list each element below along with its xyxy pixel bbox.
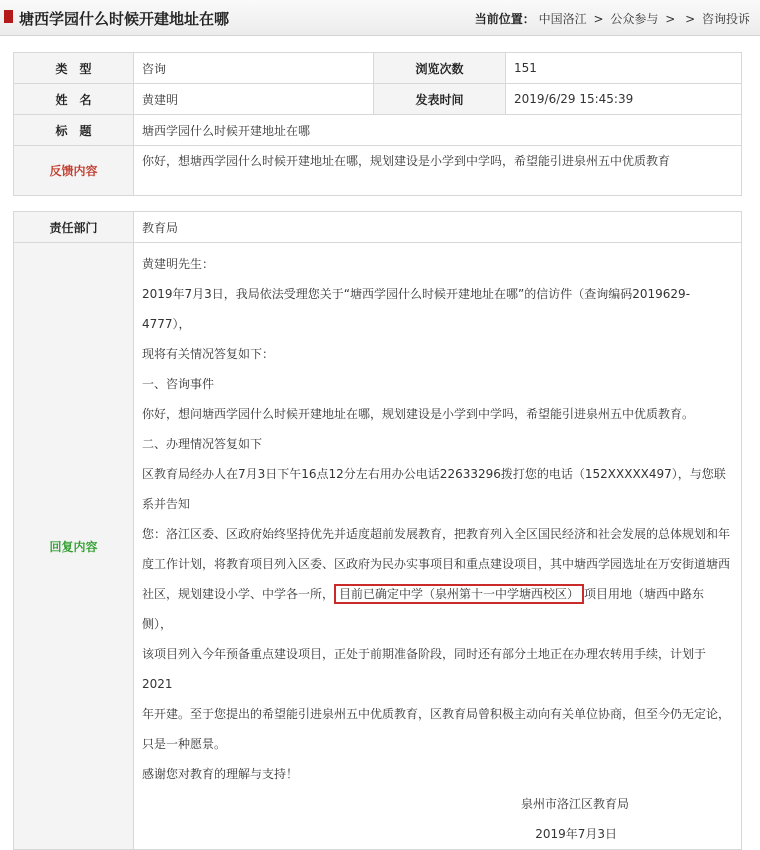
name-value: 黄建明: [134, 84, 374, 115]
subject-label: 标 题: [14, 115, 134, 146]
title-bar: [0, 0, 760, 36]
reply-section-heading: 二、办理情况答复如下: [142, 437, 263, 451]
views-label: 浏览次数: [374, 53, 506, 84]
inquiry-info-table: [13, 52, 742, 196]
reply-content: [134, 243, 742, 850]
table-row: [14, 146, 742, 196]
subject-value: 塘西学园什么时候开建地址在哪: [134, 115, 742, 146]
time-value: 2019/6/29 15:45:39: [506, 84, 742, 115]
reply-greeting: 黄建明先生：: [142, 257, 215, 271]
reply-paragraph: 您：洛江区委、区政府始终坚持优先并适度超前发展教育，把教育列入全区国民经济和社会发展的总体规划和年: [142, 527, 731, 541]
breadcrumb-link-home[interactable]: 中国洛江: [538, 12, 587, 26]
table-row: [14, 115, 742, 146]
table-row: [14, 212, 742, 243]
reply-paragraph: 现将有关情况答复如下：: [142, 347, 275, 361]
reply-table: [13, 211, 742, 850]
reply-section-heading: 一、咨询事件: [142, 377, 215, 391]
reply-label: 回复内容: [14, 243, 134, 850]
reply-paragraph: 度工作计划，将教育项目列入区委、区政府为民办实事项目和重点建设项目，其中塘西学园选址在万安街道塘西: [142, 557, 731, 571]
reply-text: 项目用地（塘西中路东侧），: [142, 587, 705, 631]
signature-date: 2019年7月3日: [535, 827, 617, 841]
feedback-value: 你好，想塘西学园什么时候开建地址在哪，规划建设是小学到中学吗，希望能引进泉州五中优质教育: [134, 146, 742, 196]
page-title: 塘西学园什么时候开建地址在哪: [19, 10, 230, 28]
reply-paragraph: 2019年7月3日，我局依法受理您关于“塘西学园什么时候开建地址在哪”的信访件（查询编码2019629-4777），: [142, 287, 691, 331]
time-label: 发表时间: [374, 84, 506, 115]
reply-paragraph: 只是一种愿景。: [142, 737, 227, 751]
reply-text: 社区，规划建设小学、中学各一所，: [142, 587, 335, 601]
dept-value: 教育局: [134, 212, 742, 243]
reply-paragraph-highlight-line: [142, 579, 733, 639]
table-row: [14, 84, 742, 115]
title-marker-icon: [4, 10, 13, 23]
breadcrumb-separator: >: [665, 12, 676, 26]
reply-thanks: 感谢您对教育的理解与支持！: [142, 767, 299, 781]
type-value: 咨询: [134, 53, 374, 84]
table-row: [14, 243, 742, 850]
reply-paragraph: 年开建。至于您提出的希望能引进泉州五中优质教育，区教育局曾积极主动向有关单位协商，但至今仍无定论，: [142, 707, 731, 721]
table-row: [14, 53, 742, 84]
reply-paragraph: 你好，想问塘西学园什么时候开建地址在哪，规划建设是小学到中学吗，希望能引进泉州五中优质教育。: [142, 407, 695, 421]
breadcrumb-link-complaints[interactable]: 咨询投诉: [701, 12, 750, 26]
signature-org: 泉州市洛江区教育局: [520, 797, 629, 811]
feedback-label: 反馈内容: [14, 146, 134, 196]
breadcrumb-separator: >: [593, 12, 604, 26]
breadcrumb-label: 当前位置：: [474, 12, 535, 26]
highlighted-text: 目前已确定中学（泉州第十一中学塘西校区）: [334, 584, 584, 604]
views-value: 151: [506, 53, 742, 84]
breadcrumb: [475, 10, 750, 27]
dept-label: 责任部门: [14, 212, 134, 243]
reply-paragraph: 该项目列入今年预备重点建设项目，正处于前期准备阶段，同时还有部分土地正在办理农转用手续，计划于2021: [142, 647, 707, 691]
reply-paragraph: 区教育局经办人在7月3日下午16点12分左右用办公电话22633296拨打您的电话（152XXXXX497），与您联系并告知: [142, 467, 726, 511]
name-label: 姓 名: [14, 84, 134, 115]
breadcrumb-link-participation[interactable]: 公众参与: [610, 12, 659, 26]
type-label: 类 型: [14, 53, 134, 84]
breadcrumb-separator: >: [685, 12, 696, 26]
